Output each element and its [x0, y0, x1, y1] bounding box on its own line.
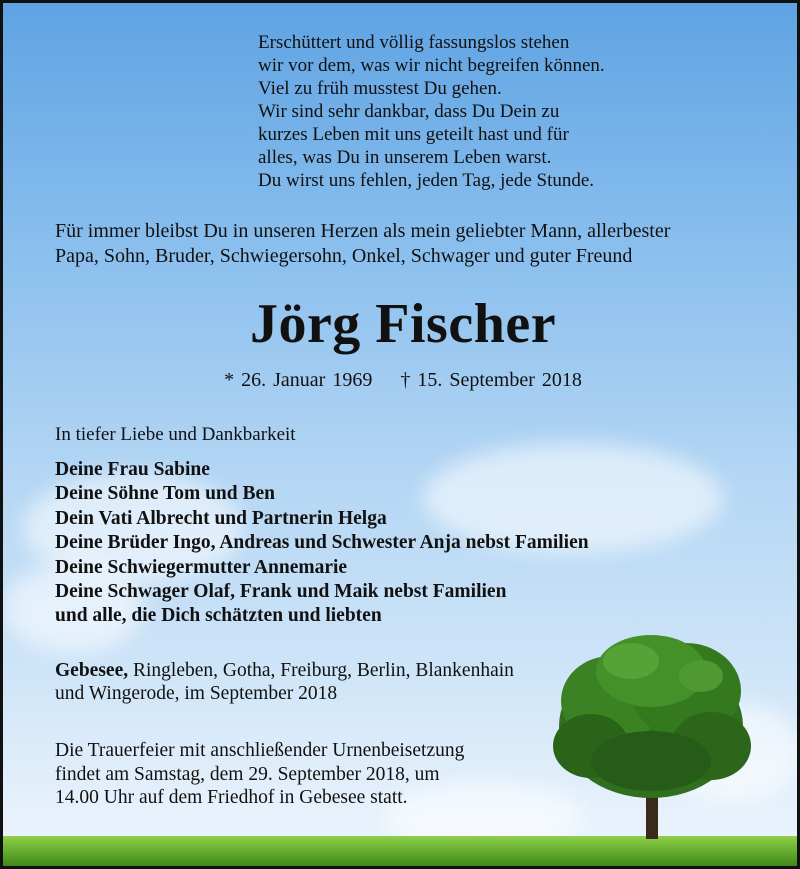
mourner-entry: Dein Vati Albrecht und Partnerin Helga	[55, 507, 387, 529]
deceased-name: Jörg Fischer	[249, 293, 557, 355]
mourner-entry: und alle, die Dich schätzten und liebten	[55, 605, 382, 627]
place-towns: Ringleben, Gotha, Freiburg, Berlin, Blankenhain	[128, 660, 514, 681]
poem-line: Du wirst uns fehlen, jeden Tag, jede Stunde.	[258, 170, 595, 191]
place-and-date	[55, 659, 514, 705]
mourner-entry: Deine Schwager Olaf, Frank und Maik nebst Familien	[55, 581, 507, 603]
ceremony-notice	[55, 739, 464, 810]
death-date: † 15. September 2018	[400, 369, 582, 391]
mourner-entry: Deine Frau Sabine	[55, 459, 210, 480]
place-line: und Wingerode, im September 2018	[55, 683, 338, 704]
poem-line: kurzes Leben mit uns geteilt hast und für	[258, 124, 569, 145]
place-town: Gebesee,	[55, 660, 129, 681]
ceremony-line: Die Trauerfeier mit anschließender Urnenbeisetzung	[55, 740, 465, 761]
birth-date: * 26. Januar 1969	[224, 369, 373, 391]
ceremony-line: 14.00 Uhr auf dem Friedhof in Gebesee statt.	[55, 787, 408, 808]
poem-line: Viel zu früh musstest Du gehen.	[258, 78, 502, 99]
intro-line: Für immer bleibst Du in unseren Herzen als mein geliebter Mann, allerbester	[55, 220, 671, 242]
mourner-entry: Deine Schwiegermutter Annemarie	[55, 556, 348, 578]
tree-illustration	[551, 631, 781, 846]
poem-line: Wir sind sehr dankbar, dass Du Dein zu	[258, 101, 560, 122]
poem-line: alles, was Du in unserem Leben warst.	[258, 147, 552, 168]
mourners-list	[55, 458, 589, 629]
ceremony-line: findet am Samstag, dem 29. September 2018, um	[55, 763, 440, 785]
poem-line: wir vor dem, was wir nicht begreifen können.	[258, 55, 605, 76]
poem-line: Erschüttert und völlig fassungslos stehen	[258, 32, 570, 53]
place-line	[55, 659, 514, 682]
dedication-line: In tiefer Liebe und Dankbarkeit	[55, 424, 296, 445]
life-dates	[3, 367, 800, 393]
intro-text	[55, 219, 670, 268]
intro-line: Papa, Sohn, Bruder, Schwiegersohn, Onkel, Schwager und guter Freund	[55, 244, 633, 267]
mourner-entry: Deine Söhne Tom und Ben	[55, 483, 275, 505]
poem	[258, 31, 605, 192]
mourner-entry: Deine Brüder Ingo, Andreas und Schwester Anja nebst Familien	[55, 532, 589, 554]
